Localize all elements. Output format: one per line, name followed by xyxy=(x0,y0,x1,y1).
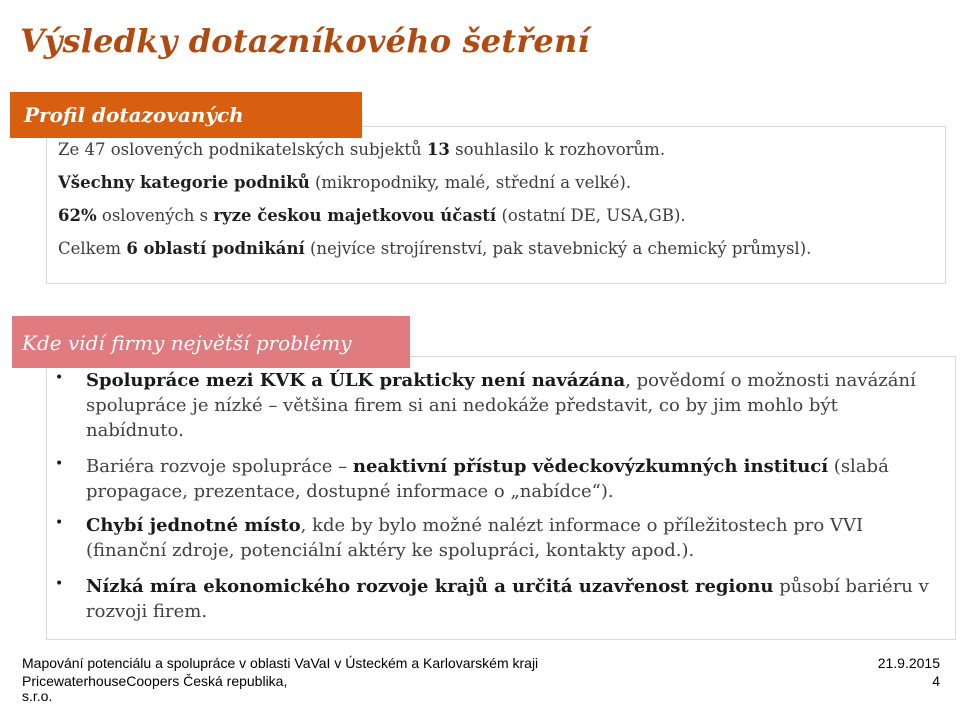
profile-line xyxy=(58,206,686,225)
emphasis-text: Chybí jednotné místo xyxy=(86,515,301,536)
problem-item xyxy=(86,513,936,563)
profile-section-tab: Profil dotazovaných xyxy=(10,92,362,138)
text-segment: (nejvíce strojírenství, pak stavebnický a chemický průmysl). xyxy=(304,239,812,258)
bullet-icon: • xyxy=(55,456,64,472)
problems-section-tab: Kde vidí firmy největší problémy xyxy=(12,316,410,368)
text-segment: , povědomí o možnosti navázání spolupráce je nízké – většina firem si ani nedokáže představit, co by jim mohlo být nabídnuto. xyxy=(86,370,916,441)
footer-project-name: Mapování potenciálu a spolupráce v oblasti VaVaI v Ústeckém a Karlovarském kraji xyxy=(22,655,539,671)
profile-line xyxy=(58,239,811,258)
footer-company-suffix: s.r.o. xyxy=(22,688,53,704)
footer-company-name: PricewaterhouseCoopers Česká republika, xyxy=(22,673,288,689)
text-segment: oslovených s xyxy=(96,206,214,225)
bullet-icon: • xyxy=(55,576,64,592)
page-number: 4 xyxy=(932,673,940,689)
page-title: Výsledky dotazníkového šetření xyxy=(20,22,590,60)
text-segment: Ze xyxy=(58,140,85,159)
emphasis-text: 62% xyxy=(58,206,97,225)
emphasis-text: 6 oblastí podnikání xyxy=(126,239,305,258)
text-segment: (mikropodniky, malé, střední a velké). xyxy=(309,173,632,192)
profile-line xyxy=(58,140,665,159)
emphasis-text: Spolupráce mezi KVK a ÚLK prakticky není navázána xyxy=(86,370,626,391)
footer-date: 21.9.2015 xyxy=(877,655,940,671)
text-segment: souhlasilo k rozhovorům. xyxy=(449,140,666,159)
emphasis-text: 13 xyxy=(426,140,450,159)
text-segment: oslovených podnikatelských subjektů xyxy=(105,140,427,159)
problem-item xyxy=(86,368,936,443)
emphasis-text: Nízká míra ekonomického rozvoje krajů a určitá uzavřenost regionu xyxy=(86,576,774,597)
emphasis-text: Všechny kategorie podniků xyxy=(58,173,310,192)
text-segment: , kde by bylo možné nalézt informace o příležitostech pro VVI (finanční zdroje, potenciální aktéry ke spolupráci, kontakty apod.). xyxy=(86,515,864,561)
text-segment: Celkem xyxy=(58,239,127,258)
text-segment: Bariéra rozvoje spolupráce – xyxy=(86,456,353,477)
text-segment: působí bariéru v rozvoji firem. xyxy=(86,576,929,622)
text-segment: (slabá propagace, prezentace, dostupné informace o „nabídce“). xyxy=(86,456,889,502)
problem-item xyxy=(86,574,936,624)
emphasis-text: neaktivní přístup vědeckovýzkumných institucí xyxy=(352,456,829,477)
profile-line xyxy=(58,173,631,192)
emphasis-text: ryze českou majetkovou účastí xyxy=(213,206,497,225)
text-segment: (ostatní DE, USA,GB). xyxy=(496,206,686,225)
bullet-icon: • xyxy=(55,370,64,386)
text-segment: 47 xyxy=(84,140,106,159)
bullet-icon: • xyxy=(55,515,64,531)
problem-item xyxy=(86,454,936,504)
